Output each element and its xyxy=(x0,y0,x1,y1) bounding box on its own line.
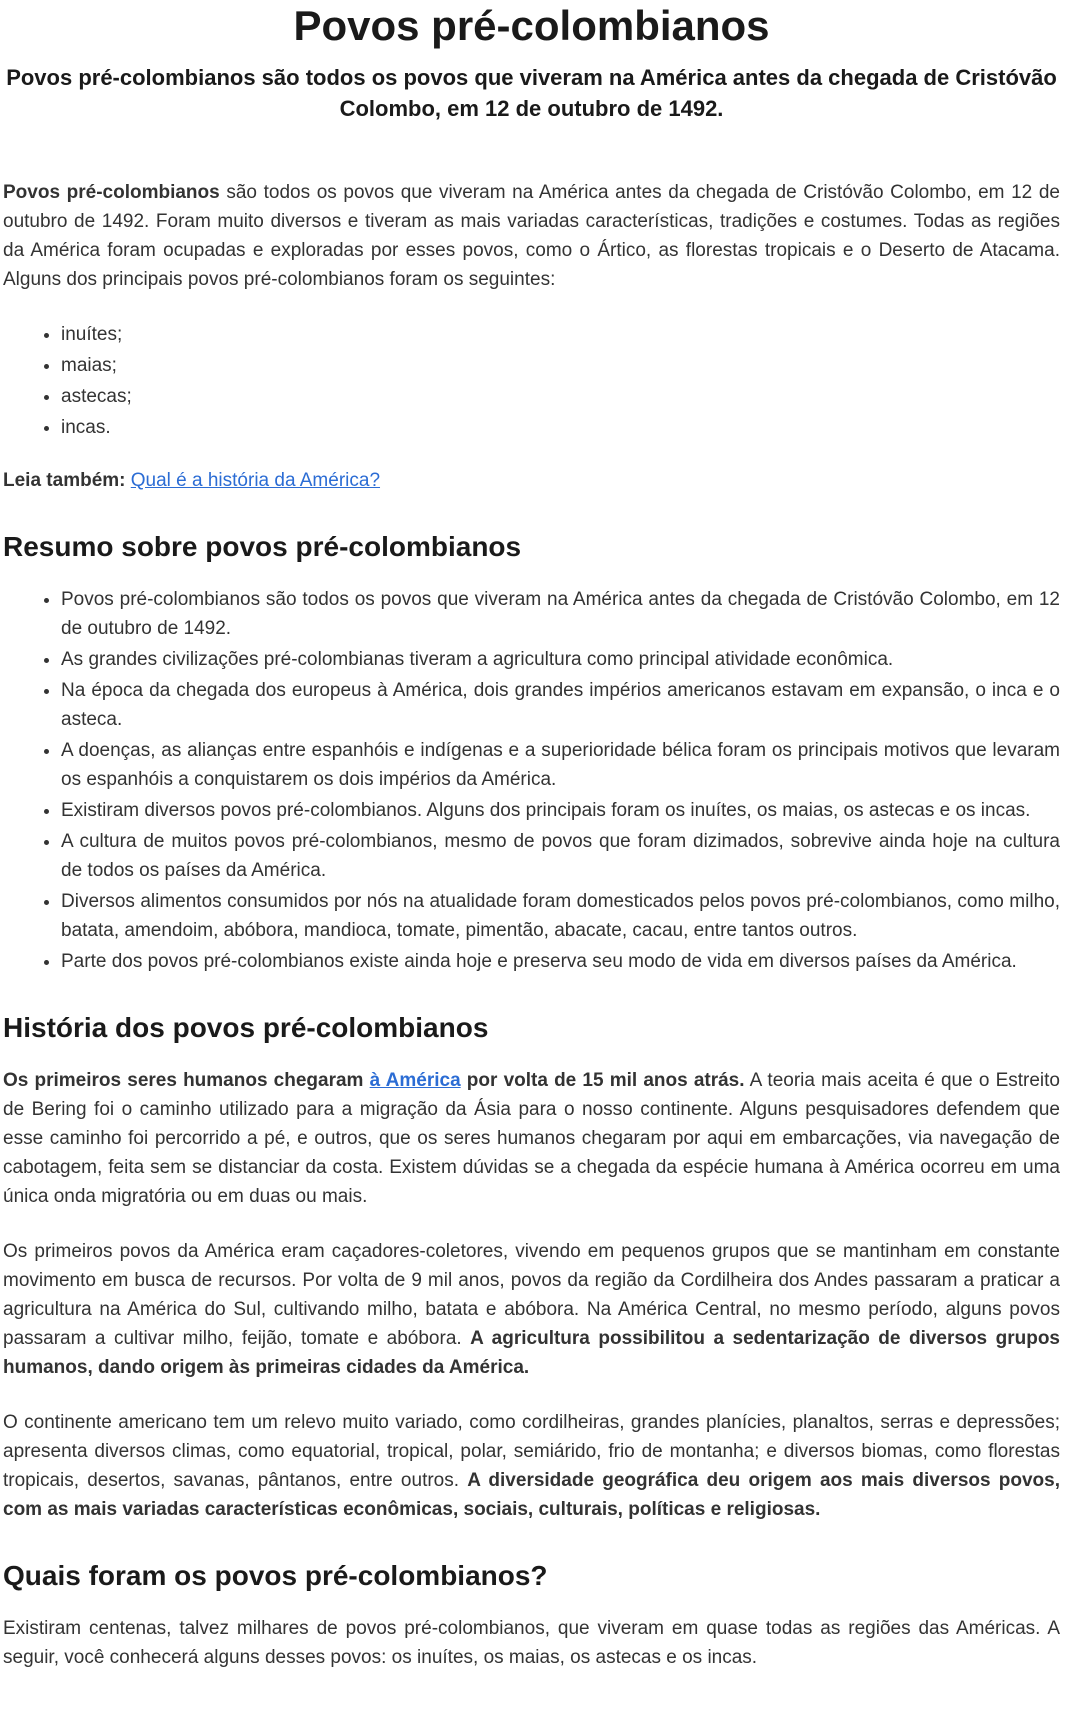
list-item: • maias; xyxy=(61,351,1060,380)
history-p1-rest: A teoria mais aceita é que o Estreito de Bering foi o caminho utilizado para a migração da Ásia para o nosso continente. Alguns pesquisadores defendem que esse caminho foi percorrido a pé, e outros, que os seres humanos chegaram por aqui em embarcações, via navegação de cabotagem, feita sem se distanciar da costa. Existem dúvidas se a chegada da espécie humana à América ocorreu em uma única onda migratória ou em duas ou mais. xyxy=(3,1070,1060,1207)
list-item: • As grandes civilizações pré-colombianas tiveram a agricultura como principal atividade econômica. xyxy=(61,645,1060,674)
history-p1-bold-before: Os primeiros seres humanos chegaram xyxy=(3,1070,370,1091)
history-p3-bold: A diversidade geográfica deu origem aos mais diversos povos, com as mais variadas características econômicas, sociais, culturais, políticas e religiosas. xyxy=(3,1470,1060,1520)
summary-heading: Resumo sobre povos pré-colombianos xyxy=(3,531,522,562)
history-p1-bold-after: por volta de 15 mil anos atrás. xyxy=(460,1070,745,1091)
read-also xyxy=(3,466,1060,495)
history-p2-bold: A agricultura possibilitou a sedentarização de diversos grupos humanos, dando origem às primeiras cidades da América. xyxy=(3,1328,1061,1378)
read-also-label: Leia também: xyxy=(3,470,131,491)
list-item: • astecas; xyxy=(61,382,1060,411)
which-peoples-paragraph: Existiram centenas, talvez milhares de povos pré-colombianos, que viveram em quase todas as regiões das Américas. A seguir, você conhecerá alguns desses povos: os inuítes, os maias, os astecas e os incas. xyxy=(3,1618,1060,1668)
history-paragraph-3 xyxy=(3,1408,1060,1524)
america-link[interactable]: à América xyxy=(369,1070,461,1091)
list-item: • Povos pré-colombianos são todos os povos que viveram na América antes da chegada de Cristóvão Colombo, em 12 de outubro de 1492. xyxy=(61,585,1060,643)
intro-lead-bold: Povos pré-colombianos xyxy=(3,182,220,203)
history-paragraph-1 xyxy=(3,1066,1060,1211)
history-p2-text: Os primeiros povos da América eram caçadores-coletores, vivendo em pequenos grupos que se mantinham em constante movimento em busca de recursos. Por volta de 9 mil anos, povos da região da Cordilheira dos Andes passaram a praticar a agricultura na América do Sul, cultivando milho, batata e abóbora. Na América Central, no mesmo período, alguns povos passaram a cultivar milho, feijão, tomate e abóbora. xyxy=(3,1241,1060,1349)
intro-lead-rest: são todos os povos que viveram na América antes da chegada de Cristóvão Colombo, em 12 de outubro de 1492. Foram muito diversos e tiveram as mais variadas características, tradições e costumes. Todas as regiões da América foram ocupadas e exploradas por esses povos, como o Ártico, as florestas tropicais e o Deserto de Atacama. Alguns dos principais povos pré-colombianos foram os seguintes: xyxy=(3,182,1060,290)
list-item: • incas. xyxy=(61,413,1060,442)
list-item: • A cultura de muitos povos pré-colombianos, mesmo de povos que foram dizimados, sobrevive ainda hoje na cultura de todos os países da América. xyxy=(61,827,1060,885)
list-item: • Na época da chegada dos europeus à América, dois grandes impérios americanos estavam em expansão, o inca e o asteca. xyxy=(61,676,1060,734)
list-item: • inuítes; xyxy=(61,320,1060,349)
page-subtitle: Povos pré-colombianos são todos os povos que viveram na América antes da chegada de Cristóvão Colombo, em 12 de outubro de 1492. xyxy=(6,65,1057,121)
history-p3-text: O continente americano tem um relevo muito variado, como cordilheiras, grandes planícies, planaltos, serras e depressões; apresenta diversos climas, como equatorial, tropical, polar, semiárido, frio de montanha; e diversos biomas, como florestas tropicais, desertos, savanas, pântanos, entre outros. xyxy=(3,1412,1060,1491)
list-item: • Existiram diversos povos pré-colombianos. Alguns dos principais foram os inuítes, os maias, os astecas e os incas. xyxy=(61,796,1060,825)
list-item: • Diversos alimentos consumidos por nós na atualidade foram domesticados pelos povos pré-colombianos, como milho, batata, amendoim, abóbora, mandioca, tomate, pimentão, abacate, cacau, entre tantos outros. xyxy=(61,887,1060,945)
list-item: • A doenças, as alianças entre espanhóis e indígenas e a superioridade bélica foram os principais motivos que levaram os espanhóis a conquistarem os dois impérios da América. xyxy=(61,736,1060,794)
read-also-link[interactable]: Qual é a história da América? xyxy=(130,470,381,491)
summary-list xyxy=(3,585,1060,976)
list-item: • Parte dos povos pré-colombianos existe ainda hoje e preserva seu modo de vida em diversos países da América. xyxy=(61,947,1060,976)
peoples-list xyxy=(3,320,1060,442)
intro-paragraph xyxy=(3,178,1060,294)
history-paragraph-2 xyxy=(3,1237,1060,1382)
which-peoples-heading: Quais foram os povos pré-colombianos? xyxy=(3,1560,548,1591)
page-title: Povos pré-colombianos xyxy=(293,2,770,49)
history-heading: História dos povos pré-colombianos xyxy=(3,1012,489,1043)
